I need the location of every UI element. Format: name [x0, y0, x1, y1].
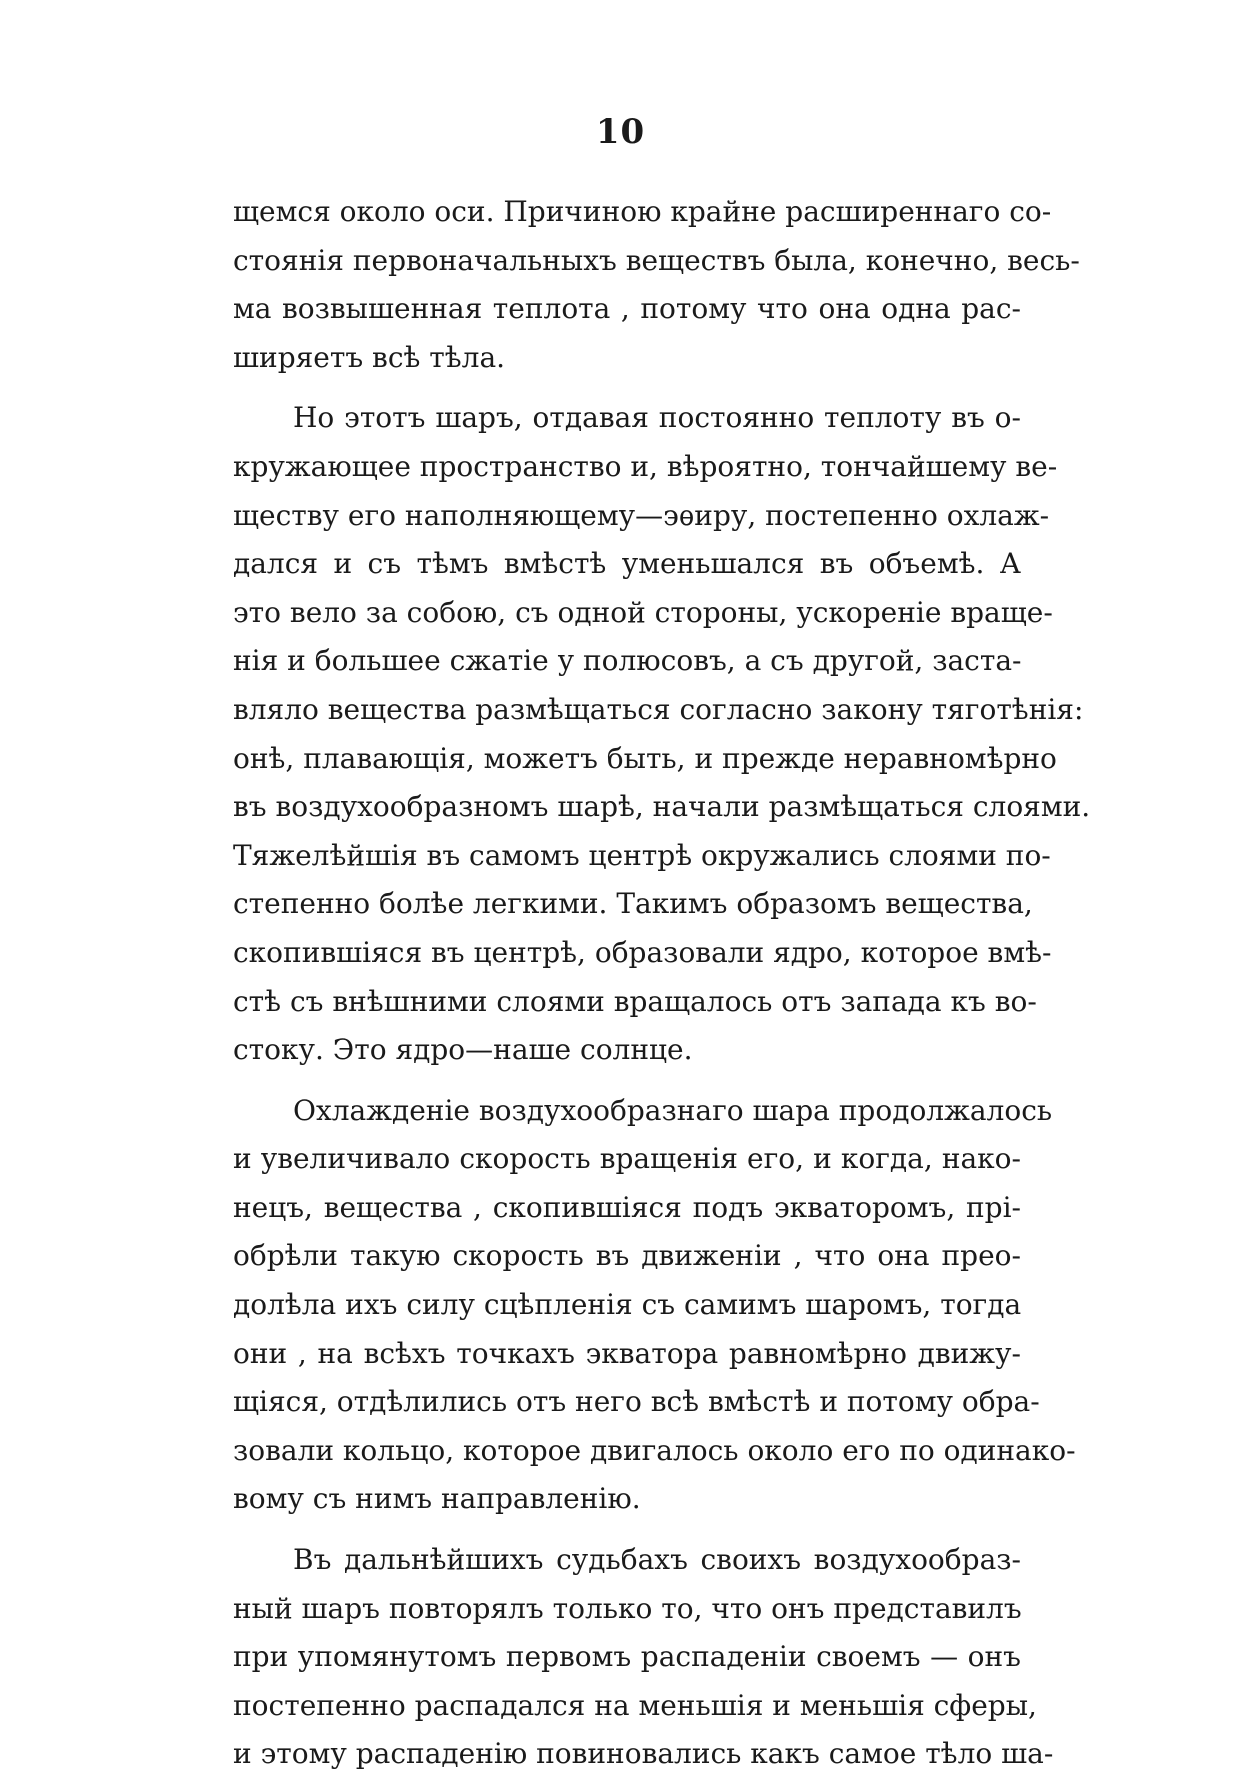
paragraph-1 [233, 188, 1080, 382]
text-line: дался и съ тѣмъ вмѣстѣ уменьшался въ объемѣ. А [233, 547, 1021, 581]
text-line: долѣла ихъ силу сцѣпленія съ самимъ шаромъ, тогда [233, 1288, 1022, 1322]
text-line: Охлажденіе воздухообразнаго шара продолжалось [293, 1093, 1053, 1127]
text-line: стоку. Это ядро—наше солнце. [233, 1033, 693, 1067]
text-line: нецъ, вещества , скопившіяся подъ экваторомъ, прі- [233, 1190, 1021, 1224]
text-line: вому съ нимъ направленію. [233, 1482, 641, 1516]
paragraph-4 [233, 1536, 1054, 1779]
text-line: нія и большее сжатіе у полюсовъ, а съ другой, заста- [233, 644, 1022, 678]
text-line: это вело за собою, съ одной стороны, ускореніе враще- [233, 595, 1053, 629]
text-line: Тяжелѣйшія въ самомъ центрѣ окружались слоями по- [233, 838, 1051, 872]
page-number: 10 [595, 112, 646, 152]
text-line: ществу его наполняющему—эѳиру, постепенно охлаж- [233, 498, 1050, 532]
text-line: при упомянутомъ первомъ распаденіи своемъ — онъ [233, 1640, 1021, 1674]
text-line: обрѣли такую скорость въ движеніи , что она прео- [233, 1239, 1021, 1273]
text-line: онѣ, плавающія, можетъ быть, и прежде неравномѣрно [233, 741, 1057, 775]
text-line: ный шаръ повторялъ только то, что онъ представилъ [233, 1591, 1022, 1625]
text-line: въ воздухообразномъ шарѣ, начали размѣщаться слоями. [233, 790, 1091, 824]
text-line: скопившіяся въ центрѣ, образовали ядро, которое вмѣ- [233, 935, 1052, 969]
body-text [233, 188, 1091, 1779]
paragraph-3 [233, 1087, 1076, 1524]
text-line: стоянія первоначальныхъ веществъ была, конечно, весь- [233, 243, 1080, 277]
text-line: Но этотъ шаръ, отдавая постоянно теплоту въ о- [293, 401, 1021, 435]
text-line: вляло вещества размѣщаться согласно закону тяготѣнія: [233, 692, 1084, 726]
paragraph-2 [233, 394, 1091, 1074]
text-line: щемся около оси. Причиною крайне расширеннаго со- [233, 195, 1052, 228]
text-line: они , на всѣхъ точкахъ экватора равномѣрно движу- [233, 1336, 1021, 1370]
text-line: Въ дальнѣйшихъ судьбахъ своихъ воздухообраз- [293, 1543, 1021, 1577]
text-line: зовали кольцо, которое двигалось около его по одинако- [233, 1433, 1076, 1467]
text-line: щіяся, отдѣлились отъ него всѣ вмѣстѣ и потому обра- [233, 1385, 1040, 1419]
text-line: кружающее пространство и, вѣроятно, тончайшему ве- [233, 449, 1058, 483]
text-line: стѣ съ внѣшними слоями вращалось отъ запада къ во- [233, 984, 1037, 1018]
text-line: ширяетъ всѣ тѣла. [233, 340, 506, 374]
text-line: и этому распаденію повиновались какъ самое тѣло ша- [233, 1737, 1054, 1771]
text-line: и увеличивало скорость вращенія его, и когда, нако- [233, 1142, 1021, 1176]
text-line: ма возвышенная теплота , потому что она одна рас- [233, 292, 1021, 326]
text-line: степенно болѣе легкими. Такимъ образомъ вещества, [233, 887, 1033, 921]
text-line: постепенно распадался на меньшія и меньшія сферы, [233, 1688, 1037, 1722]
